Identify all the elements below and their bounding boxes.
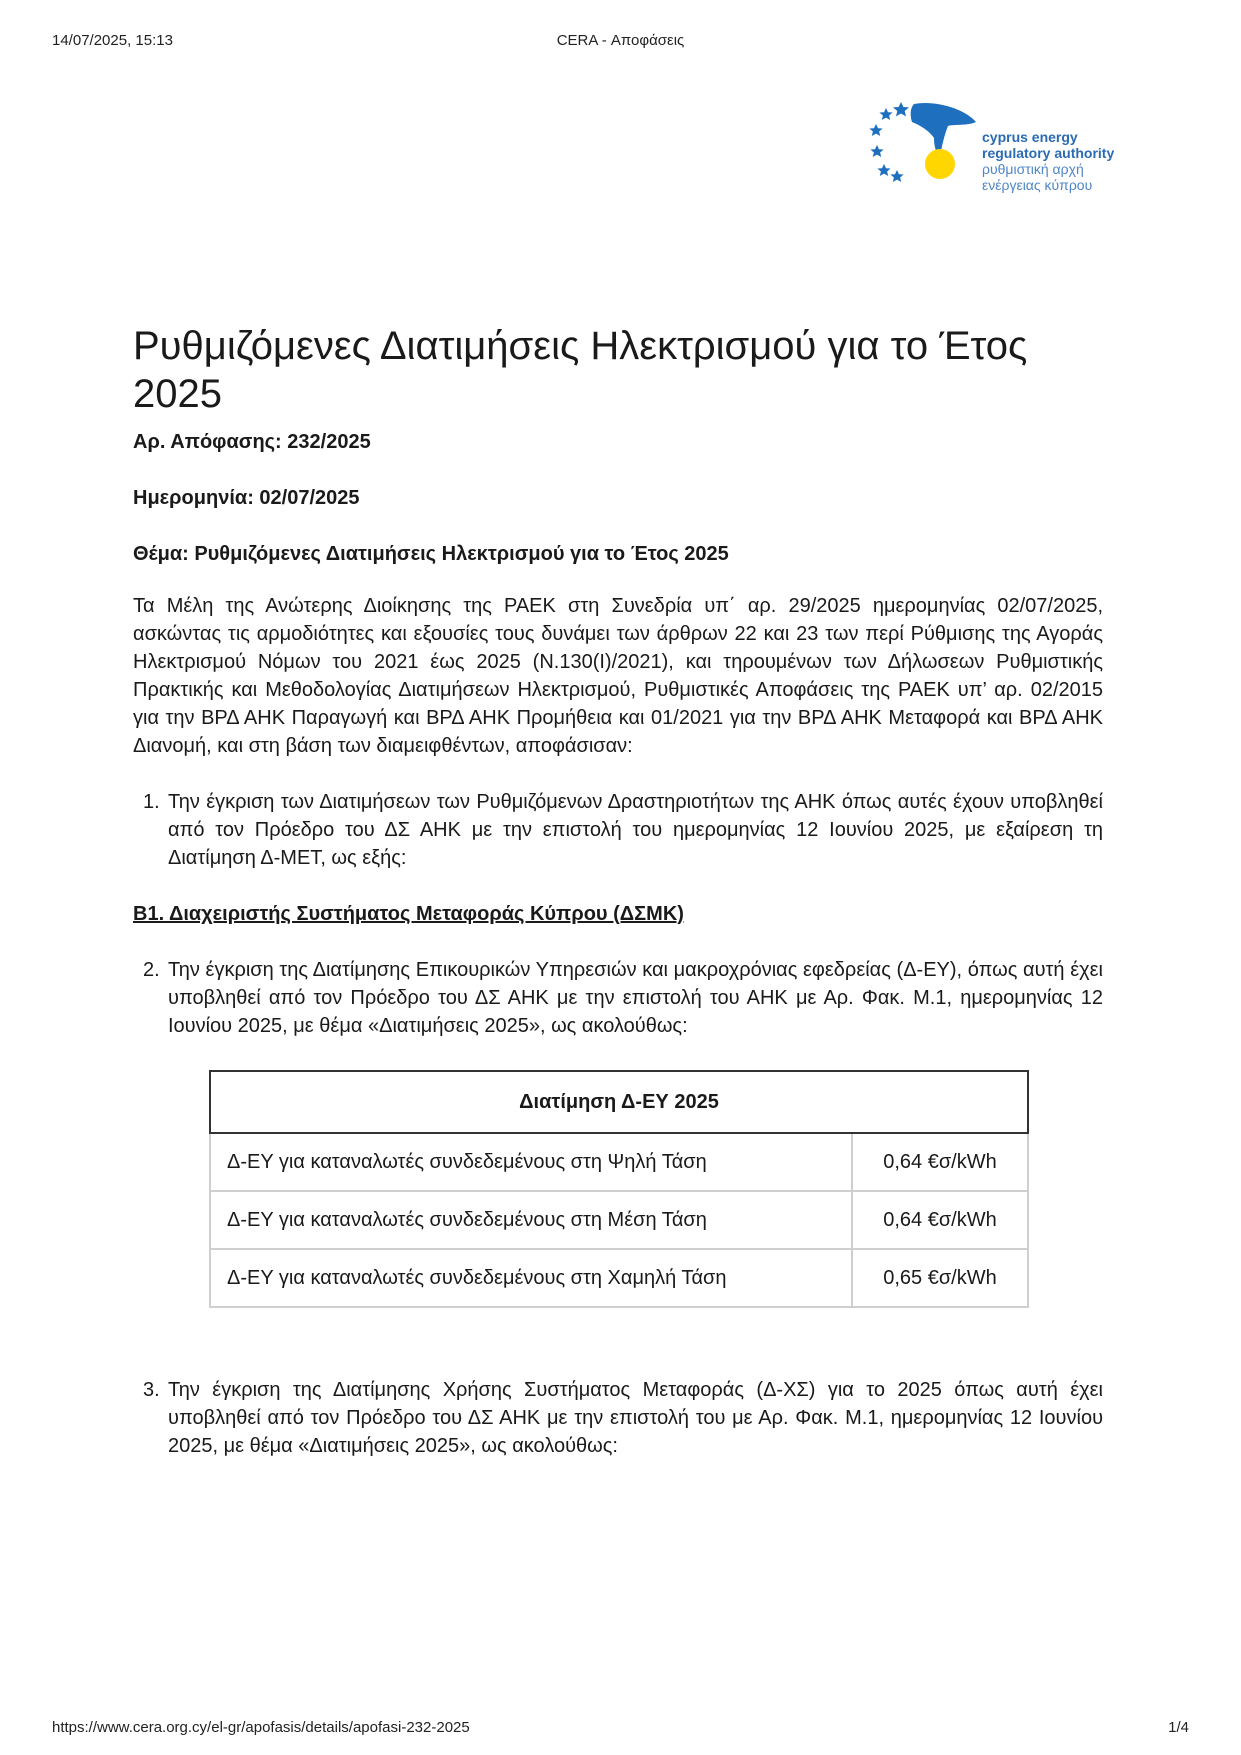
cera-logo (864, 102, 1164, 206)
table-row (210, 1249, 1028, 1307)
print-url: https://www.cera.org.cy/el-gr/apofasis/details/apofasi-232-2025 (52, 1719, 470, 1736)
logo-line-3: ρυθμιστική αρχή (982, 161, 1084, 177)
list-item-3-number: 3. (143, 1379, 160, 1401)
print-page-number: 1/4 (1168, 1719, 1189, 1736)
document-title: Ρυθμιζόμενες Διατιμήσεις Ηλεκτρισμού για το Έτος 2025 (133, 324, 1028, 416)
table-row-value: 0,64 €σ/kWh (852, 1133, 1028, 1191)
list-item-3 (133, 1376, 1103, 1460)
decision-date: Ημερομηνία: 02/07/2025 (133, 487, 360, 509)
table-header: Διατίμηση Δ-ΕΥ 2025 (210, 1071, 1028, 1133)
table-row-label: Δ-ΕΥ για καταναλωτές συνδεδεμένους στη Ψηλή Τάση (210, 1133, 852, 1191)
logo-line-1: cyprus energy (982, 129, 1078, 145)
print-timestamp: 14/07/2025, 15:13 (52, 32, 173, 49)
list-item-1-number: 1. (143, 791, 160, 813)
decision-subject: Θέμα: Ρυθμιζόμενες Διατιμήσεις Ηλεκτρισμού για το Έτος 2025 (133, 543, 729, 565)
document-content (133, 322, 1103, 1460)
table-row-value: 0,65 €σ/kWh (852, 1249, 1028, 1307)
tariff-table-d-ey (209, 1070, 1029, 1308)
logo-line-2: regulatory authority (982, 145, 1115, 161)
list-item-2-text: Την έγκριση της Διατίμησης Επικουρικών Υπηρεσιών και μακροχρόνιας εφεδρείας (Δ-ΕΥ), όπως αυτή έχει υποβληθεί από τον Πρόεδρο του ΔΣ ΑΗΚ με την επιστολή του ΑΗΚ με Αρ. Φακ. Μ.1, ημερομηνίας 12 Ιουνίου 2025, με θέμα «Διατιμήσεις 2025», ως ακολούθως: (168, 959, 1103, 1037)
table-header-row (210, 1071, 1028, 1133)
list-item-2 (133, 956, 1103, 1040)
logo-line-4: ενέργειας κύπρου (982, 177, 1093, 193)
print-page-title: CERA - Αποφάσεις (556, 32, 685, 49)
table-row-value: 0,64 €σ/kWh (852, 1191, 1028, 1249)
list-item-3-text: Την έγκριση της Διατίμησης Χρήσης Συστήματος Μεταφοράς (Δ-ΧΣ) για το 2025 όπως αυτή έχει υποβληθεί από τον Πρόεδρο του ΔΣ ΑΗΚ με την επιστολή του με Αρ. Φακ. Μ.1, ημερομηνίας 12 Ιουνίου 2025, με θέμα «Διατιμήσεις 2025», ως ακολούθως: (168, 1379, 1103, 1457)
list-item-2-number: 2. (143, 959, 160, 981)
table-row (210, 1133, 1028, 1191)
print-footer (52, 1719, 1189, 1739)
list-item-1 (133, 788, 1103, 872)
table-row-label: Δ-ΕΥ για καταναλωτές συνδεδεμένους στη Χαμηλή Τάση (210, 1249, 852, 1307)
section-b1-heading: Β1. Διαχειριστής Συστήματος Μεταφοράς Κύπρου (ΔΣΜΚ) (133, 903, 684, 925)
table-row (210, 1191, 1028, 1249)
print-header (52, 32, 1189, 52)
decision-number: Αρ. Απόφασης: 232/2025 (133, 431, 371, 453)
cera-logo-emblem-icon (864, 102, 982, 206)
cera-logo-wordmark (982, 129, 1114, 193)
table-row-label: Δ-ΕΥ για καταναλωτές συνδεδεμένους στη Μέση Τάση (210, 1191, 852, 1249)
intro-paragraph: Τα Μέλη της Ανώτερης Διοίκησης της ΡΑΕΚ στη Συνεδρία υπ΄ αρ. 29/2025 ημερομηνίας 02/07/2025, ασκώντας τις αρμοδιότητες και εξουσίες τους δυνάμει των άρθρων 22 και 23 των περί Ρύθμισης της Αγοράς Ηλεκτρισμού Νόμων του 2021 έως 2025 (Ν.130(Ι)/2021), και τηρουμένων των Δήλωσεων Ρυθμιστικής Πρακτικής και Μεθοδολογίας Διατιμήσεων Ηλεκτρισμού, Ρυθμιστικές Αποφάσεις της ΡΑΕΚ υπ’ αρ. 02/2015 για την ΒΡΔ ΑΗΚ Παραγωγή και ΒΡΔ ΑΗΚ Προμήθεια και 01/2021 για την ΒΡΔ ΑΗΚ Μεταφορά και ΒΡΔ ΑΗΚ Διανομή, και στη βάση των διαμειφθέντων, αποφάσισαν: (133, 595, 1103, 757)
list-item-1-text: Την έγκριση των Διατιμήσεων των Ρυθμιζόμενων Δραστηριοτήτων της ΑΗΚ όπως αυτές έχουν υποβληθεί από τον Πρόεδρο του ΔΣ ΑΗΚ με την επιστολή του ημερομηνίας 12 Ιουνίου 2025, με εξαίρεση τη Διατίμηση Δ-ΜΕΤ, ως εξής: (168, 791, 1103, 869)
